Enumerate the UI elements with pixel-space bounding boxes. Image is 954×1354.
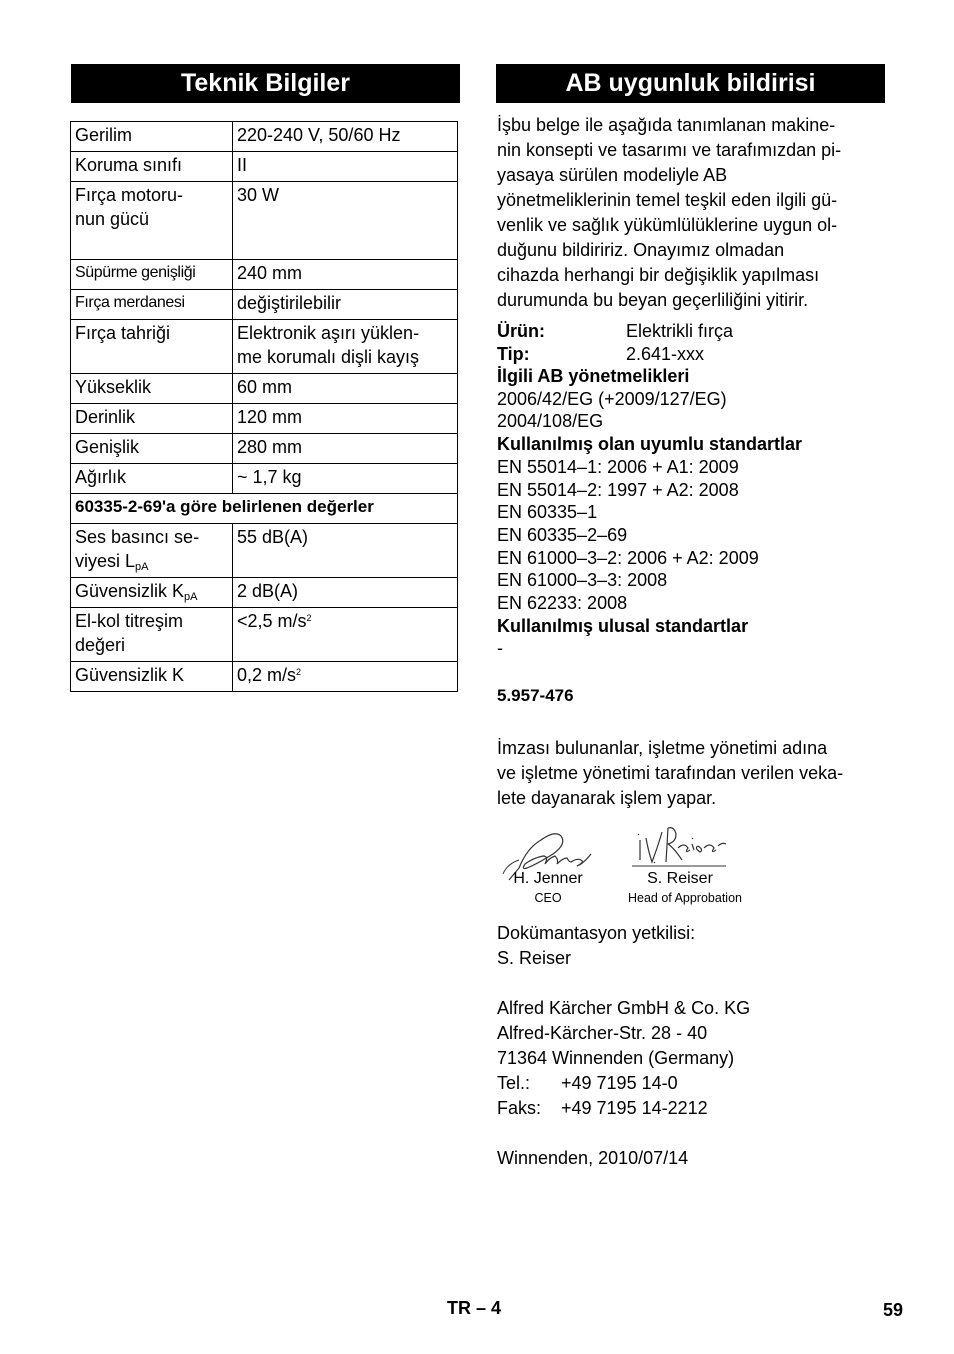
table-row: [71, 182, 458, 260]
signer1-role: CEO: [534, 891, 562, 905]
phone-line: [497, 1071, 892, 1096]
documentation-authority: [497, 921, 892, 971]
table-row: [71, 434, 458, 464]
table-row: [71, 374, 458, 404]
fax-line: [497, 1096, 892, 1121]
text-line: cihazda herhangi bir değişiklik yapılması: [497, 265, 820, 285]
table-row: [71, 122, 458, 152]
spec-value: 220-240 V, 50/60 Hz: [233, 122, 458, 152]
spec-value: [233, 320, 458, 374]
ab-uygunluk-heading: AB uygunluk bildirisi: [496, 64, 885, 103]
subscript: pA: [135, 561, 149, 573]
spec-value: 120 mm: [233, 404, 458, 434]
text-line: İmzası bulunanlar, işletme yönetimi adına: [497, 738, 828, 758]
spec-label: Genişlik: [71, 434, 233, 464]
superscript: 2: [306, 613, 312, 623]
text-line: yasaya sürülen modeliyle AB: [497, 165, 728, 185]
spec-label: Derinlik: [71, 404, 233, 434]
spec-label: [71, 524, 233, 578]
product-value: Elektrikli fırça: [626, 321, 734, 341]
directives-title: İlgili AB yönetmelikleri: [497, 366, 690, 386]
subscript: pA: [184, 591, 198, 603]
table-row: [71, 608, 458, 662]
table-row: [71, 404, 458, 434]
national-standards-title: Kullanılmış ulusal standartlar: [497, 615, 749, 636]
place-date: Winnenden, 2010/07/14: [497, 1148, 689, 1168]
text-line: yönetmeliklerinin temel teşkil eden ilgili gü-: [497, 190, 838, 210]
text-line: lete dayanarak işlem yapar.: [497, 788, 717, 808]
spec-value: [233, 662, 458, 692]
footer-lang: TR: [447, 1298, 471, 1318]
spec-value: [233, 608, 458, 662]
spec-label: Fırça merdanesi: [71, 290, 233, 320]
spec-value-line: me korumalı dişli kayış: [237, 347, 420, 367]
page-number: 59: [883, 1300, 904, 1320]
national-standards-value: -: [497, 638, 503, 659]
spec-value: 280 mm: [233, 434, 458, 464]
spec-value-text: <2,5 m/s: [237, 611, 307, 631]
table-row: [71, 578, 458, 608]
product-label: Ürün:: [497, 321, 545, 341]
spec-value: II: [233, 152, 458, 182]
superscript: 2: [296, 667, 302, 677]
company-line: 71364 Winnenden (Germany): [497, 1048, 735, 1068]
doc-authority-name: S. Reiser: [497, 948, 572, 968]
text-line: ve işletme yönetimi tarafından verilen veka-: [497, 763, 844, 783]
spec-label-line: değeri: [75, 635, 126, 655]
spec-label: Koruma sınıfı: [71, 152, 233, 182]
standards-block: [497, 365, 897, 660]
spec-value: 30 W: [233, 182, 458, 260]
standard-item: EN 55014–2: 1997 + A2: 2008: [497, 479, 739, 500]
spec-value: ~ 1,7 kg: [233, 464, 458, 494]
product-line: [497, 320, 733, 343]
standard-item: EN 55014–1: 2006 + A1: 2009: [497, 456, 739, 477]
fax-value: +49 7195 14-2212: [561, 1098, 708, 1118]
company-line: Alfred-Kärcher-Str. 28 - 40: [497, 1023, 708, 1043]
company-address: [497, 996, 892, 1121]
footer-section-label: [447, 1298, 501, 1319]
spec-label: [71, 182, 233, 260]
spec-label: [71, 578, 233, 608]
spec-label: Fırça tahriği: [71, 320, 233, 374]
spec-label: Yükseklik: [71, 374, 233, 404]
text-line: İşbu belge ile aşağıda tanımlanan makine-: [497, 115, 836, 135]
signer2-role: Head of Approbation: [628, 891, 742, 905]
spec-label: Gerilim: [71, 122, 233, 152]
standards-title: Kullanılmış olan uyumlu standartlar: [497, 434, 803, 455]
type-line: [497, 343, 704, 366]
table-row: [71, 662, 458, 692]
fax-label: Faks:: [497, 1098, 542, 1118]
spec-value: 60 mm: [233, 374, 458, 404]
table-row: [71, 152, 458, 182]
text-line: durumunda bu beyan geçerliliğini yitirir.: [497, 290, 809, 310]
reiser-signature: [632, 818, 732, 874]
spec-value-text: 0,2 m/s: [237, 665, 297, 685]
document-number: 5.957-476: [497, 686, 574, 705]
text-line: duğunu bildiririz. Onayımız olmadan: [497, 240, 785, 260]
spec-value: 55 dB(A): [233, 524, 458, 578]
spec-label-line: El-kol titreşim: [75, 611, 184, 631]
directive-item: 2006/42/EG (+2009/127/EG): [497, 388, 727, 409]
standard-item: EN 60335–1: [497, 502, 598, 523]
table-row: [71, 524, 458, 578]
spec-label-line: nun gücü: [75, 209, 150, 229]
company-line: Alfred Kärcher GmbH & Co. KG: [497, 998, 751, 1018]
spec-value-line: Elektronik aşırı yüklen-: [237, 323, 420, 343]
tel-label: Tel.:: [497, 1073, 531, 1093]
spec-label-line: viyesi L: [75, 551, 136, 571]
signer2-name: S. Reiser: [647, 870, 713, 887]
type-label: Tip:: [497, 344, 530, 364]
type-value: 2.641-xxx: [626, 344, 705, 364]
table-row: [71, 320, 458, 374]
footer-dash: –: [476, 1298, 487, 1318]
table-section-row: [71, 494, 458, 524]
spec-value: değiştirilebilir: [233, 290, 458, 320]
spec-label: Ağırlık: [71, 464, 233, 494]
spec-label-text: Güvensizlik K: [75, 581, 185, 601]
standard-item: EN 61000–3–2: 2006 + A2: 2009: [497, 547, 759, 568]
declaration-paragraph: [497, 113, 892, 313]
standard-item: EN 60335–2–69: [497, 524, 628, 545]
table-section-title: 60335-2-69'a göre belirlenen değerler: [71, 494, 458, 524]
standard-item: EN 62233: 2008: [497, 593, 628, 614]
teknik-bilgiler-heading: Teknik Bilgiler: [71, 64, 460, 103]
spec-label: [71, 608, 233, 662]
spec-value: 240 mm: [233, 260, 458, 290]
directive-item: 2004/108/EG: [497, 411, 604, 432]
spec-label: Süpürme genişliği: [71, 260, 233, 290]
spec-value: 2 dB(A): [233, 578, 458, 608]
table-row: [71, 464, 458, 494]
spec-label-line: Ses basıncı se-: [75, 527, 200, 547]
table-row: [71, 260, 458, 290]
text-line: nin konsepti ve tasarımı ve tarafımızdan pi-: [497, 140, 842, 160]
spec-label: Güvensizlik K: [71, 662, 233, 692]
table-row: [71, 290, 458, 320]
technical-data-table: [70, 121, 458, 692]
signatory-paragraph: [497, 736, 892, 811]
text-line: venlik ve sağlık yükümlülüklerine uygun ol-: [497, 215, 838, 235]
standard-item: EN 61000–3–3: 2008: [497, 570, 668, 591]
footer-local-page: 4: [491, 1298, 502, 1318]
spec-label-line: Fırça motoru-: [75, 185, 184, 205]
tel-value: +49 7195 14-0: [561, 1073, 678, 1093]
doc-authority-label: Dokümantasyon yetkilisi:: [497, 923, 696, 943]
signer1-name: H. Jenner: [513, 870, 583, 887]
